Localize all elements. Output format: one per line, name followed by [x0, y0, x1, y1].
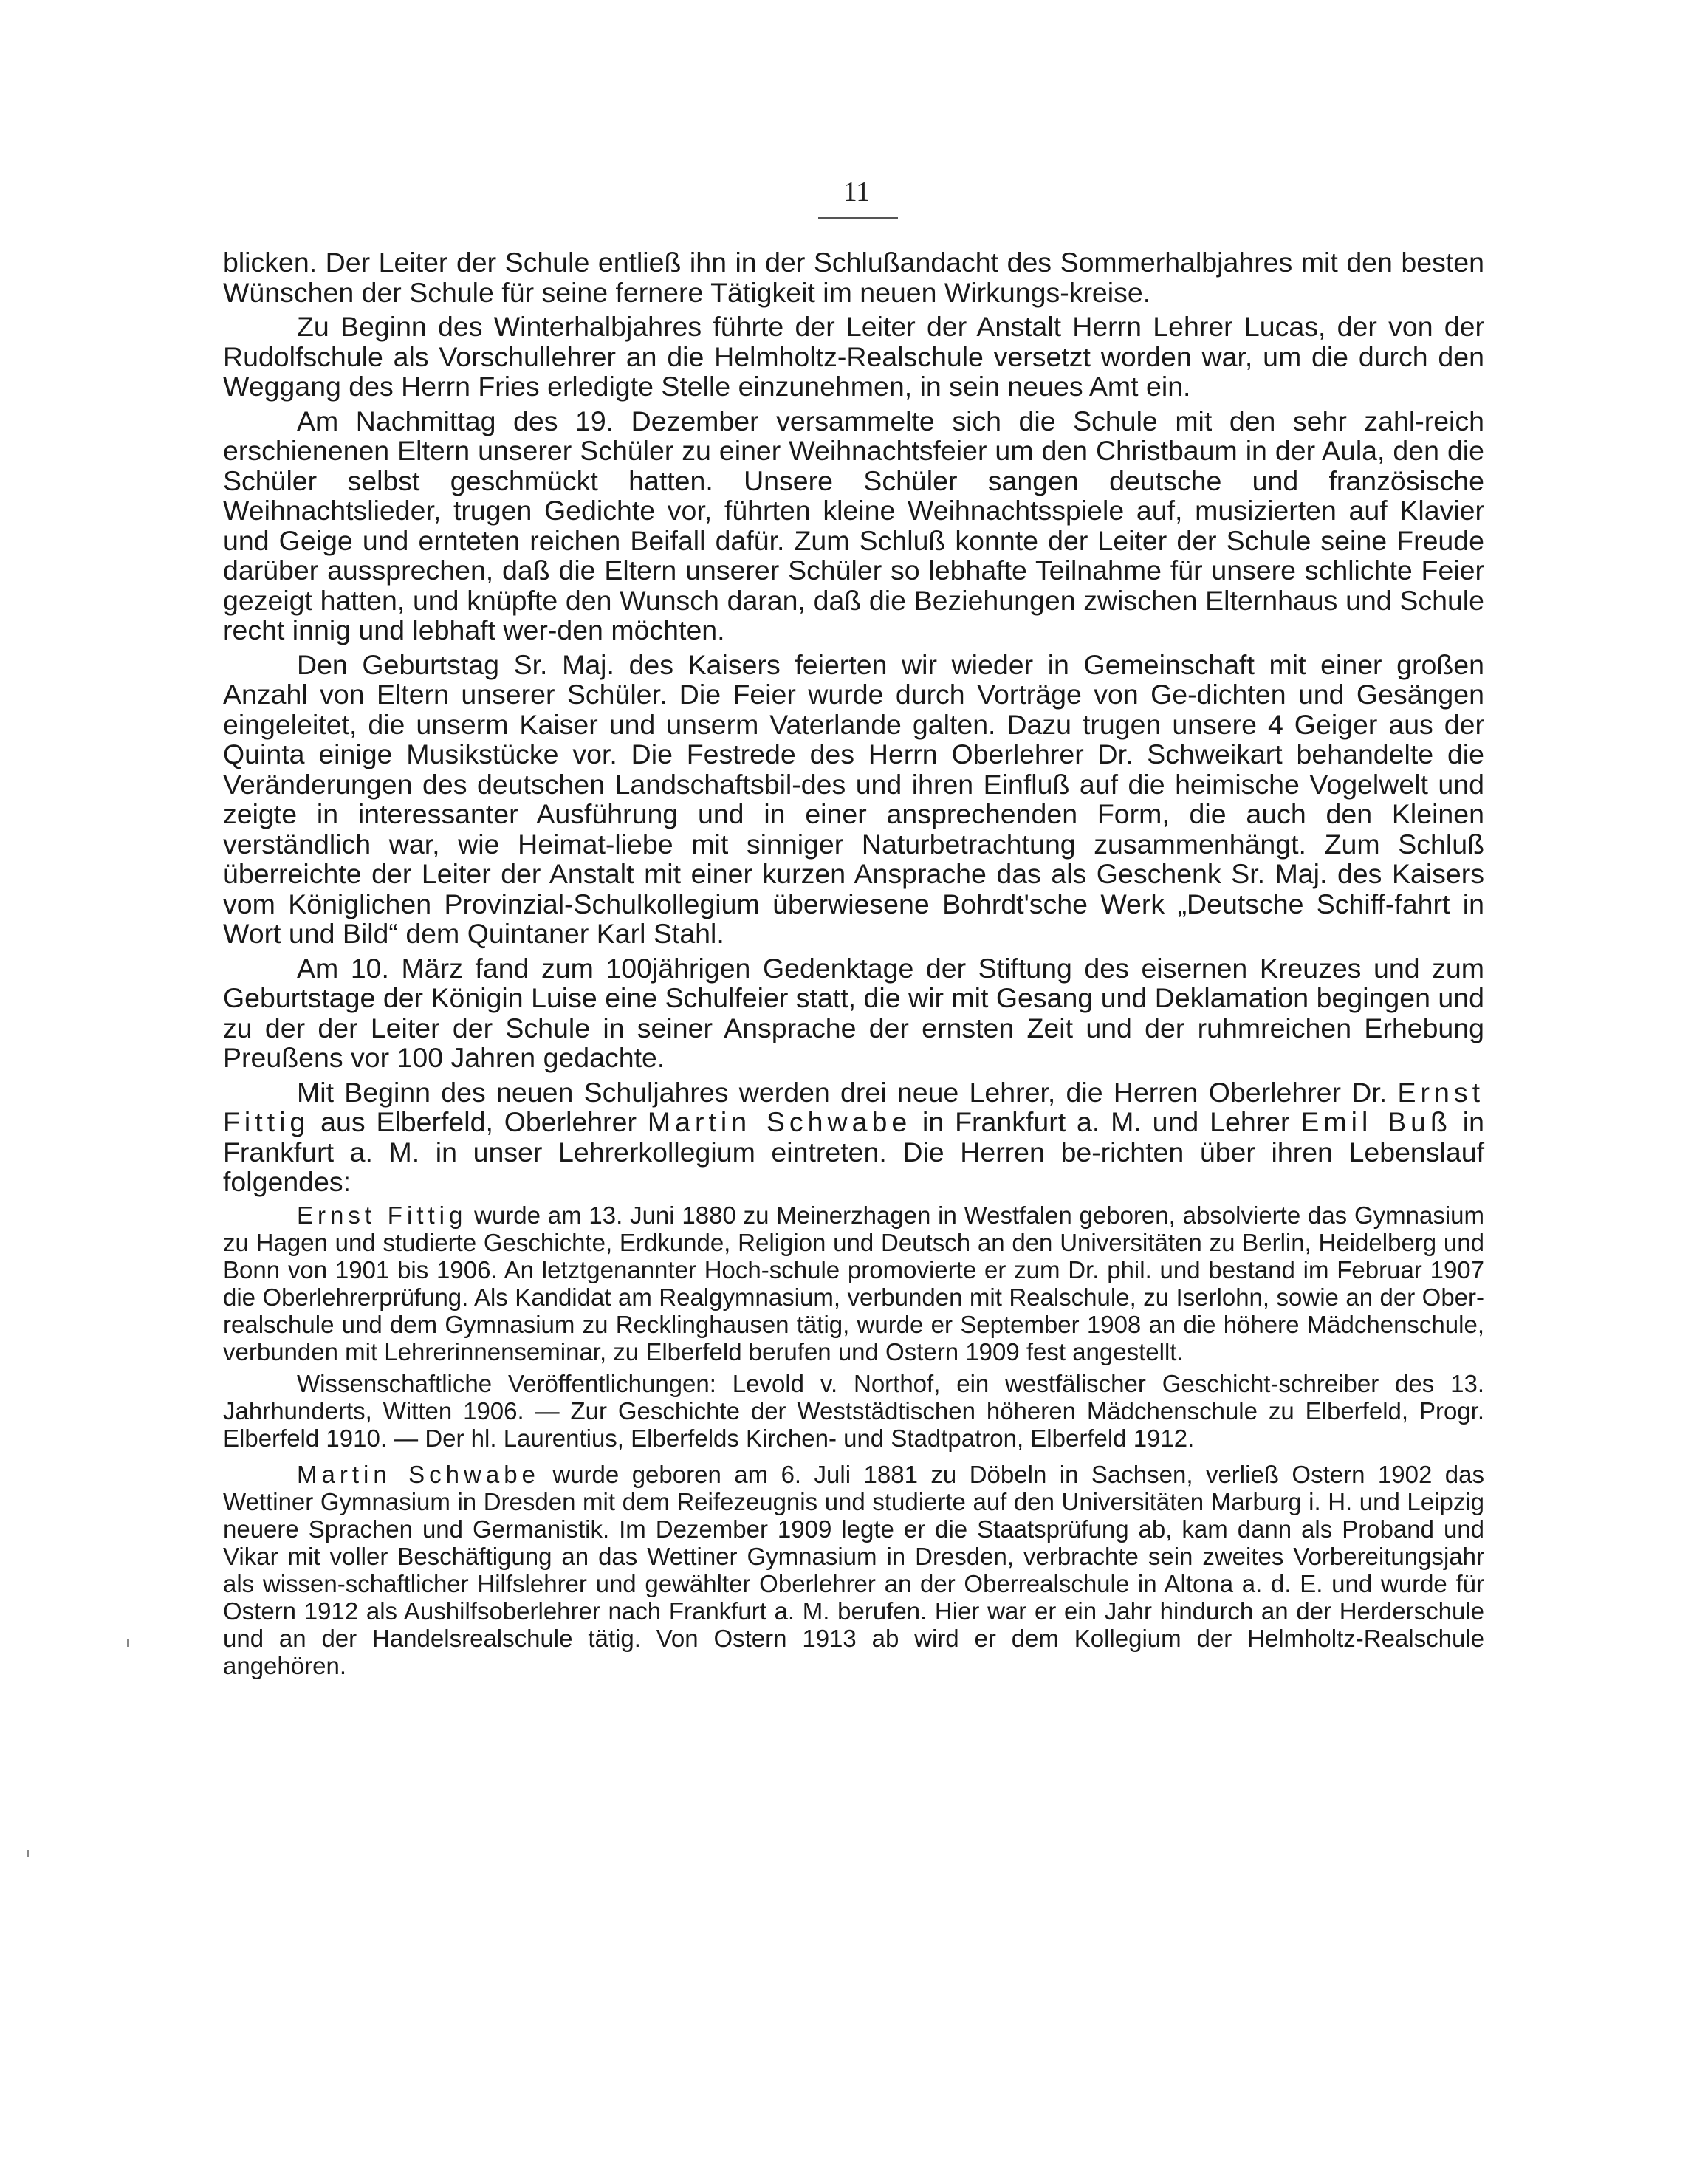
- p6-name-schwabe: Martin Schwabe: [647, 1106, 912, 1137]
- paragraph-5: Am 10. März fand zum 100jährigen Gedenktage der Stiftung des eisernen Kreuzes und zum Geburtstage der Königin Luise eine Schulfeier statt, die wir mit Gesang und Deklamation begingen und zu der der Leiter der Schule in seiner Ansprache der ernsten Zeit und der ruhmreichen Erhebung Preußens vor 100 Jahren gedachte.: [223, 952, 1484, 1073]
- page-number-rule: [818, 217, 898, 219]
- main-text: [223, 247, 1484, 1684]
- bio-schwabe-text: wurde geboren am 6. Juli 1881 zu Döbeln in Sachsen, verließ Ostern 1902 das Wettiner Gymnasium in Dresden mit dem Reifezeugnis und studierte auf den Universitäten Marburg i. H. und Leipzig neuere Sprachen und Germanistik. Im Dezember 1909 legte er die Staatsprüfung ab, kam dann als Proband und Vikar mit voller Beschäftigung an das Wettiner Gymnasium in Dresden, verbrachte sein zweites Vorbereitungsjahr als wissen-schaftlicher Hilfslehrer und gewählter Oberlehrer an der Oberrealschule in Altona a. d. E. und wurde für Ostern 1912 als Aushilfsoberlehrer nach Frankfurt a. M. berufen. Hier war er ein Jahr hindurch an der Herderschule und an der Handelsrealschule tätig. Von Ostern 1913 ab wird er dem Kollegium der Helmholtz-Realschule angehören.: [223, 1460, 1484, 1679]
- p6-text-3: in Frankfurt a. M. und Lehrer: [911, 1106, 1301, 1137]
- paragraph-2: Zu Beginn des Winterhalbjahres führte der Leiter der Anstalt Herrn Lehrer Lucas, der von der Rudolfschule als Vorschullehrer an die Helmholtz-Realschule versetzt worden war, um die durch den Weggang des Herrn Fries erledigte Stelle einzunehmen, in sein neues Amt ein.: [223, 311, 1484, 402]
- p6-text-1: Mit Beginn des neuen Schuljahres werden drei neue Lehrer, die Herren Oberlehrer Dr.: [297, 1076, 1398, 1108]
- p6-name-buss: Emil Buß: [1300, 1106, 1452, 1137]
- page-number: 11: [843, 176, 871, 208]
- paragraph-6: [223, 1077, 1484, 1197]
- biographies: [223, 1202, 1484, 1679]
- bio-fittig-publications: Wissenschaftliche Veröffentlichungen: Levold v. Northof, ein westfälischer Geschicht-schreiber des 13. Jahrhunderts, Witten 1906. — Zur Geschichte der Weststädtischen höheren Mädchenschule zu Elberfeld, Progr. Elberfeld 1910. — Der hl. Laurentius, Elberfelds Kirchen- und Stadtpatron, Elberfeld 1912.: [223, 1369, 1484, 1452]
- bio-schwabe-name: Martin Schwabe: [297, 1460, 540, 1488]
- paragraph-4: Den Geburtstag Sr. Maj. des Kaisers feierten wir wieder in Gemeinschaft mit einer großen Anzahl von Eltern unserer Schüler. Die Feier wurde durch Vorträge von Ge-dichten und Gesängen eingeleitet, die unserm Kaiser und unserm Vaterlande galten. Dazu trugen unsere 4 Geiger aus der Quinta einige Musikstücke vor. Die Festrede des Herrn Oberlehrer Dr. Schweikart behandelte die Veränderungen des deutschen Landschaftsbil-des und ihren Einfluß auf die heimische Vogelwelt und zeigte in interessanter Ausführung und in einer ansprechenden Form, die auch den Kleinen verständlich war, wie Heimat-liebe mit sinniger Naturbetrachtung zusammenhängt. Zum Schluß überreichte der Leiter der Anstalt mit einer kurzen Ansprache das als Geschenk Sr. Maj. des Kaisers vom Königlichen Provinzial-Schulkollegium überwiesene Bohrdt'sche Werk „Deutsche Schiff-fahrt in Wort und Bild“ dem Quintaner Karl Stahl.: [223, 648, 1484, 949]
- margin-speck: [127, 1639, 129, 1647]
- paragraph-3: Am Nachmittag des 19. Dezember versammelte sich die Schule mit den sehr zahl-reich erschienenen Eltern unserer Schüler zu einer Weihnachtsfeier um den Christbaum in der Aula, den die Schüler selbst geschmückt hatten. Unsere Schüler sangen deutsche und französische Weihnachtslieder, trugen Gedichte vor, führten kleine Weihnachtsspiele auf, musizierten auf Klavier und Geige und ernteten reichen Beifall dafür. Zum Schluß konnte der Leiter der Schule seine Freude darüber aussprechen, daß die Eltern unserer Schüler so lebhafte Teilnahme für unsere schlichte Feier gezeigt hatten, und knüpfte den Wunsch daran, daß die Beziehungen zwischen Elternhaus und Schule recht innig und lebhaft wer-den möchten.: [223, 405, 1484, 645]
- bio-fittig-text: wurde am 13. Juni 1880 zu Meinerzhagen in Westfalen geboren, absolvierte das Gymnasium zu Hagen und studierte Geschichte, Erdkunde, Religion und Deutsch an den Universitäten zu Berlin, Heidelberg und Bonn von 1901 bis 1906. An letztgenannter Hoch-schule promovierte er zum Dr. phil. und bestand im Februar 1907 die Oberlehrerprüfung. Als Kandidat am Realgymnasium, verbunden mit Realschule, zu Iserlohn, sowie an der Ober-realschule und dem Gymnasium zu Recklinghausen tätig, wurde er September 1908 an die höhere Mädchenschule, verbunden mit Lehrerinnenseminar, zu Elberfeld berufen und Ostern 1909 fest angestellt.: [223, 1201, 1484, 1365]
- paragraph-1: blicken. Der Leiter der Schule entließ ihn in der Schlußandacht des Sommerhalbjahres mit den besten Wünschen der Schule für seine fernere Tätigkeit im neuen Wirkungs-kreise.: [223, 247, 1484, 308]
- bio-fittig-name: Ernst Fittig: [297, 1201, 467, 1229]
- margin-speck: [27, 1850, 29, 1857]
- p6-name-fittig: Ernst Fittig: [223, 1076, 1484, 1137]
- bio-fittig: [223, 1202, 1484, 1365]
- p6-text-2: aus Elberfeld, Oberlehrer: [309, 1106, 648, 1137]
- p6-text-4: in Frankfurt a. M. in unser Lehrerkollegium eintreten. Die Herren be-richten über ihren Lebenslauf folgendes:: [223, 1106, 1484, 1197]
- bio-schwabe: [223, 1461, 1484, 1679]
